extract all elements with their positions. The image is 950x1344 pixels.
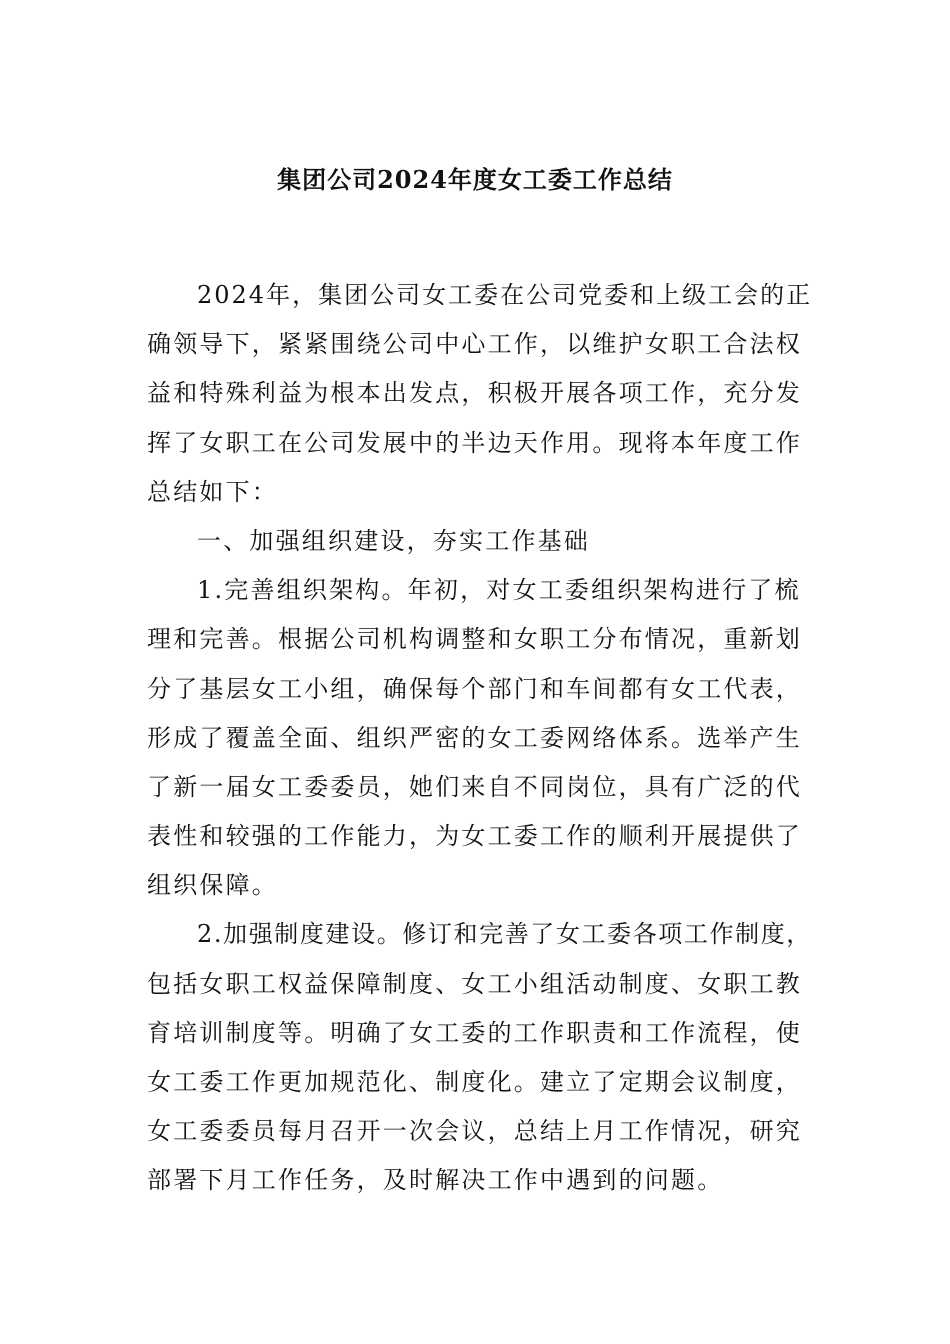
text-line: 2024年，集团公司女工委在公司党委和上级工会的正	[197, 281, 813, 309]
text-line: 女工委委员每月召开一次会议，总结上月工作情况，研究	[147, 1117, 802, 1146]
text-line: 1.完善组织架构。年初，对女工委组织架构进行了梳	[197, 576, 801, 605]
text-line: 女工委工作更加规范化、制度化。建立了定期会议制度，	[147, 1068, 802, 1096]
text-line: 组织保障。	[147, 871, 278, 900]
text-line: 总结如下：	[147, 477, 278, 506]
text-line: 了新一届女工委委员，她们来自不同岗位，具有广泛的代	[147, 772, 802, 801]
document-title: 集团公司2024年度女工委工作总结	[277, 165, 673, 194]
text-line: 2.加强制度建设。修订和完善了女工委各项工作制度，	[197, 920, 812, 949]
text-line: 一、加强组织建设，夯实工作基础	[197, 526, 590, 555]
text-line: 理和完善。根据公司机构调整和女职工分布情况，重新划	[147, 625, 802, 654]
text-line: 挥了女职工在公司发展中的半边天作用。现将本年度工作	[147, 428, 802, 457]
text-line: 确领导下，紧紧围绕公司中心工作，以维护女职工合法权	[147, 330, 802, 359]
text-line: 分了基层女工小组，确保每个部门和车间都有女工代表，	[147, 674, 802, 703]
text-line: 形成了覆盖全面、组织严密的女工委网络体系。选举产生	[147, 723, 802, 752]
text-line: 表性和较强的工作能力，为女工委工作的顺利开展提供了	[147, 822, 802, 851]
text-line: 包括女职工权益保障制度、女工小组活动制度、女职工教	[147, 969, 802, 998]
text-line: 育培训制度等。明确了女工委的工作职责和工作流程，使	[147, 1018, 802, 1047]
text-line: 部署下月工作任务，及时解决工作中遇到的问题。	[147, 1166, 724, 1195]
text-line: 益和特殊利益为根本出发点，积极开展各项工作，充分发	[147, 379, 802, 408]
document-body	[147, 271, 813, 1206]
